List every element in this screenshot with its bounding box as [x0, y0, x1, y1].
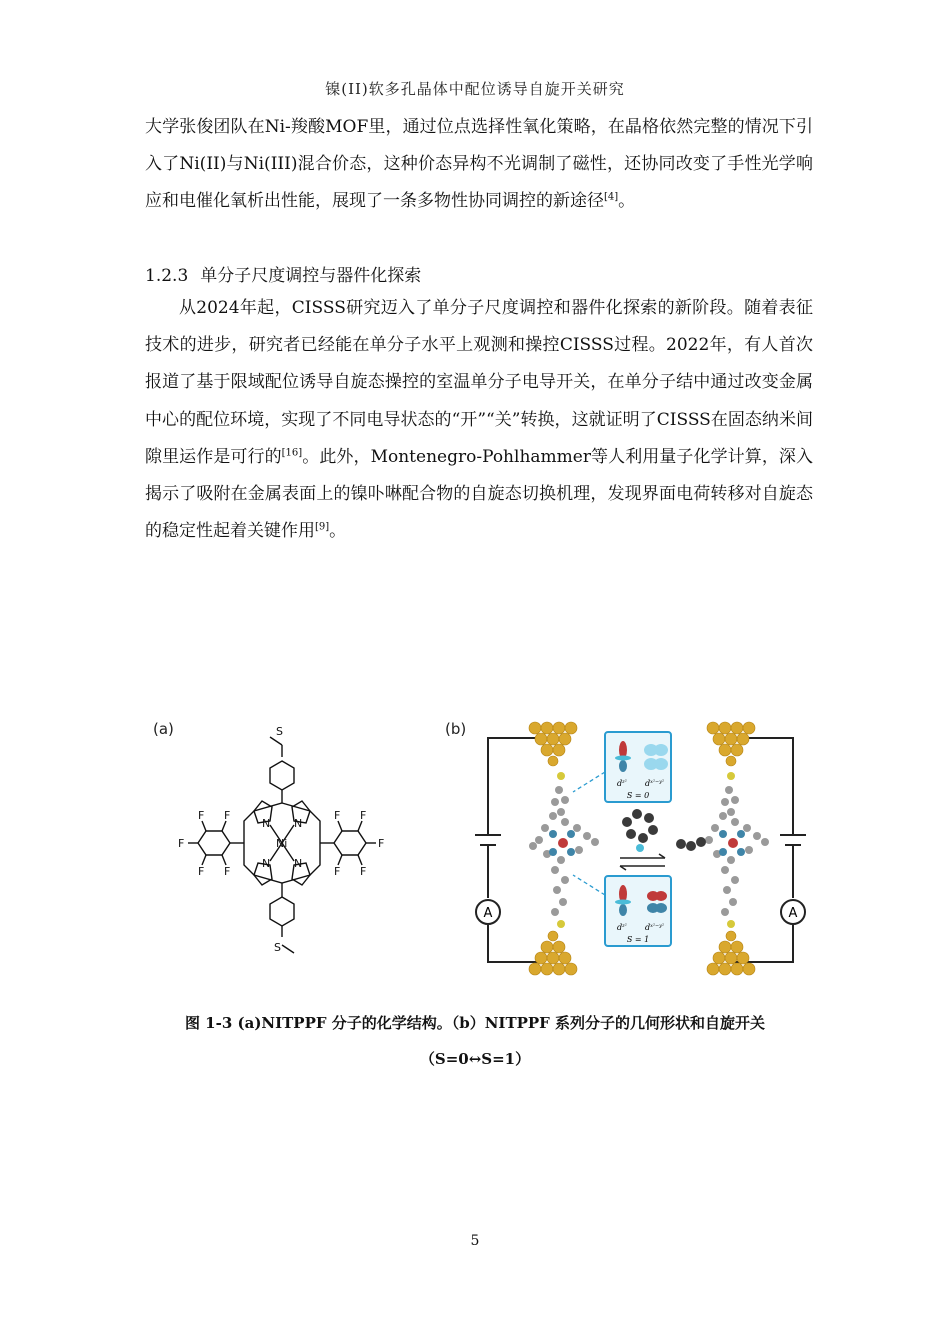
panel-a-label: (a) — [153, 720, 174, 738]
panel-a-structure — [170, 725, 430, 980]
paragraph-2 — [145, 290, 813, 550]
paragraph-2-end: 。 — [329, 521, 347, 542]
atom-f-3: F — [178, 837, 185, 850]
paragraph-1-end: 。 — [618, 191, 636, 212]
figure-caption-line-1: 图 1-3 (a)NITPPF 分子的化学结构。（b）NITPPF 系列分子的几何形状和自旋开关 — [184, 1014, 766, 1032]
electrode-top-right — [707, 722, 755, 766]
equilibrium-arrows — [620, 854, 665, 870]
panel-b-label: (b) — [445, 720, 467, 738]
atom-n-1: N — [262, 817, 271, 830]
section-number: 1.2.3 — [145, 266, 189, 286]
paragraph-1 — [145, 109, 813, 221]
orbital-top-dz2: $d^{z^2}$ — [617, 779, 627, 788]
pyridine-ligand — [622, 809, 658, 852]
paragraph-2-text-2: 。此外，Montenegro-Pohlhammer等人利用量子化学计算，深入揭示了吸附在金属表面上的镍卟啉配合物的自旋态切换机理，发现界面电荷转移对自旋态的稳定性起着关键作用 — [145, 446, 813, 542]
ammeter-right-label: A — [788, 906, 798, 921]
orbital-top-dx2y2: $d^{x^2-y^2}$ — [645, 779, 664, 788]
state-s0: S = 0 — [626, 791, 650, 800]
panel-b-junction — [475, 710, 810, 980]
atom-f-1: F — [224, 809, 231, 822]
page-number: 5 — [470, 1233, 480, 1249]
atom-f-7: F — [360, 809, 367, 822]
molecule-left — [529, 772, 599, 928]
citation-9[interactable]: [9] — [315, 521, 330, 533]
paragraph-1-text: 大学张俊团队在Ni-羧酸MOF里，通过位点选择性氧化策略，在晶格依然完整的情况下引入了Ni(II)与Ni(III)混合价态，这种价态异构不光调制了磁性，还协同改变了手性光学响应和电催化氧析出性能，展现了一条多物性协同调控的新途径 — [145, 117, 813, 212]
atom-ni: Ni — [276, 837, 288, 850]
figure-1-3 — [140, 710, 812, 980]
section-title: 单分子尺度调控与器件化探索 — [200, 266, 422, 286]
electrode-bottom-left — [529, 931, 577, 975]
atom-n-3: N — [262, 857, 271, 870]
ammeter-right — [781, 900, 805, 924]
molecule-right — [676, 772, 769, 928]
atom-f-5: F — [224, 865, 231, 878]
atom-n-2: N — [294, 817, 303, 830]
atom-f-6: F — [334, 809, 341, 822]
running-header: 镍(II)软多孔晶体中配位诱导自旋开关研究 — [325, 80, 625, 98]
atom-s-top: S — [276, 725, 283, 738]
atom-s-bottom: S — [274, 941, 281, 954]
section-heading — [145, 261, 421, 286]
state-s1: S = 1 — [626, 935, 650, 944]
atom-f-9: F — [360, 865, 367, 878]
citation-4[interactable]: [4] — [604, 191, 619, 203]
atom-f-2: F — [198, 809, 205, 822]
orbital-box-top — [605, 732, 671, 802]
citation-16[interactable]: [16] — [281, 447, 303, 459]
orbital-box-bottom — [605, 876, 671, 946]
ammeter-left-label: A — [483, 906, 493, 921]
electrode-top-left — [529, 722, 577, 766]
orbital-bottom-dz2: $d^{z^2}$ — [617, 923, 627, 932]
atom-n-4: N — [294, 857, 303, 870]
paragraph-2-text-1: 从2024年起，CISSS研究迈入了单分子尺度调控和器件化探索的新阶段。随着表征技术的进步，研究者已经能在单分子水平上观测和操控CISSS过程。2022年，有人首次报道了基于限域配位诱导自旋态操控的室温单分子电导开关，在单分子结中通过改变金属中心的配位环境，实现了不同电导状态的“开”“关”转换，这就证明了CISSS在固态纳米间隙里运作是可行的 — [145, 298, 813, 467]
ammeter-left — [476, 900, 500, 924]
orbital-bottom-dx2y2: $d^{x^2-y^2}$ — [645, 923, 664, 932]
atom-f-8: F — [378, 837, 385, 850]
electrode-bottom-right — [707, 931, 755, 975]
atom-f-4: F — [198, 865, 205, 878]
figure-caption-line-2: （S=0↔S=1） — [419, 1050, 531, 1068]
atom-f-10: F — [334, 865, 341, 878]
